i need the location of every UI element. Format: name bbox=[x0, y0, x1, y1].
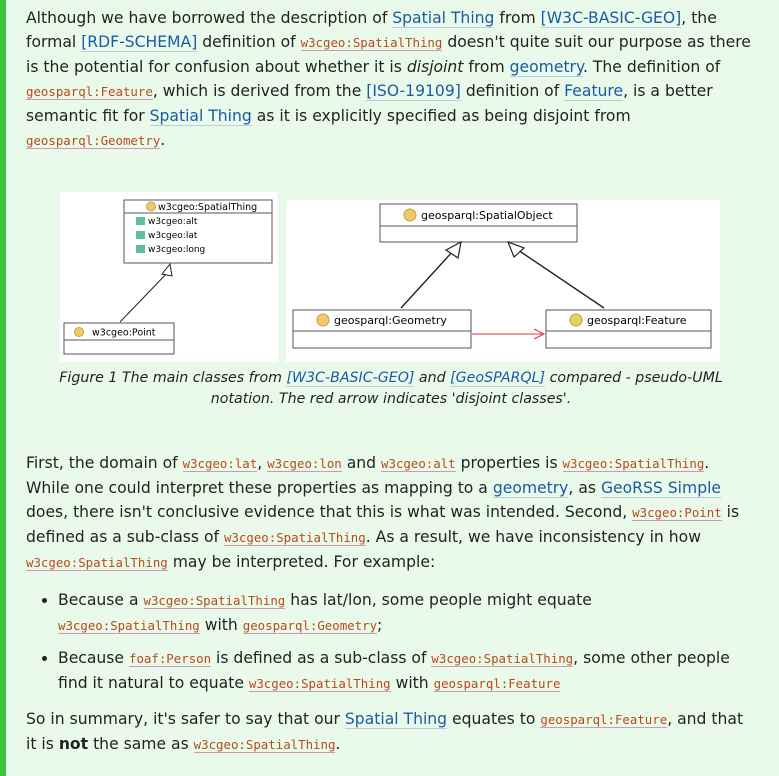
spatial-object-label: geosparql:SpatialObject bbox=[421, 209, 553, 222]
text: with bbox=[199, 616, 243, 634]
text: , which is derived from the bbox=[152, 82, 367, 100]
code-lat: w3cgeo:lat bbox=[182, 456, 258, 471]
text: as it is explicitly specified as being disjoint from bbox=[251, 107, 631, 125]
link-w3c-basic-geo[interactable]: [W3C-BASIC-GEO] bbox=[540, 9, 682, 27]
caption-link-geosparql[interactable]: [GeoSPARQL] bbox=[450, 370, 546, 386]
code-geosparql-feature: geosparql:Feature bbox=[433, 676, 561, 691]
left-accent-bar bbox=[0, 0, 6, 776]
spatial-thing-label: w3cgeo:SpatialThing bbox=[158, 202, 258, 213]
text: So in summary, it's safer to say that our bbox=[26, 710, 345, 728]
text: , and that it is bbox=[26, 710, 744, 753]
code-alt: w3cgeo:alt bbox=[381, 456, 456, 471]
inheritance-arrowhead bbox=[508, 242, 524, 257]
attr-alt: w3cgeo:alt bbox=[148, 217, 198, 227]
figure-caption bbox=[26, 368, 756, 410]
class-icon bbox=[75, 328, 84, 337]
code-spatial-thing: w3cgeo:SpatialThing bbox=[562, 456, 705, 471]
text: , as bbox=[568, 479, 601, 497]
class-icon bbox=[570, 314, 582, 326]
text: the same as bbox=[88, 735, 194, 753]
code-spatial-thing: w3cgeo:SpatialThing bbox=[58, 618, 200, 633]
code-spatial-thing: w3cgeo:SpatialThing bbox=[300, 35, 443, 50]
code-spatial-thing: w3cgeo:SpatialThing bbox=[143, 593, 286, 608]
code-geosparql-geometry: geosparql:Geometry bbox=[26, 133, 161, 148]
text: Because a bbox=[58, 591, 144, 609]
text: equates to bbox=[447, 710, 541, 728]
text: , some other people find it natural to equate bbox=[58, 649, 730, 692]
examples-list bbox=[26, 588, 756, 704]
code-spatial-thing: w3cgeo:SpatialThing bbox=[431, 651, 574, 666]
class-icon bbox=[404, 209, 416, 221]
attr-lat: w3cgeo:lat bbox=[148, 231, 198, 241]
text: First, the domain of bbox=[26, 454, 183, 472]
attr-long: w3cgeo:long bbox=[148, 245, 206, 255]
text: doesn't quite suit our purpose as there is the potential for confusion about whether it is bbox=[26, 33, 751, 76]
point-label: w3cgeo:Point bbox=[92, 327, 156, 339]
code-spatial-thing: w3cgeo:SpatialThing bbox=[26, 555, 168, 570]
text: , the formal bbox=[26, 9, 717, 51]
link-spatial-thing-2[interactable]: Spatial Thing bbox=[149, 107, 252, 125]
text: has lat/lon, some people might equate bbox=[285, 591, 592, 609]
text: compared - pseudo-UML notation. The red arrow indicates 'disjoint classes'. bbox=[210, 370, 723, 407]
inheritance-line-geometry bbox=[401, 250, 454, 308]
class-icon bbox=[317, 314, 329, 326]
text: , is a better semantic fit for bbox=[26, 82, 713, 125]
inheritance-arrowhead bbox=[162, 264, 172, 276]
link-geometry[interactable]: geometry bbox=[492, 479, 569, 497]
caption-link-w3c[interactable]: [W3C-BASIC-GEO] bbox=[286, 370, 415, 386]
text: with bbox=[390, 674, 434, 692]
code-point: w3cgeo:Point bbox=[632, 505, 722, 520]
code-spatial-thing: w3cgeo:SpatialThing bbox=[248, 676, 391, 691]
text: Although we have borrowed the description of bbox=[26, 9, 393, 27]
link-feature[interactable]: Feature bbox=[564, 82, 624, 100]
list-item bbox=[58, 646, 756, 696]
text: . bbox=[335, 735, 341, 753]
text: properties is bbox=[455, 454, 563, 472]
link-georss-simple[interactable]: GeoRSS Simple bbox=[600, 479, 722, 497]
text: , bbox=[257, 454, 268, 472]
text: definition of bbox=[197, 33, 301, 51]
figure-left-panel bbox=[60, 192, 278, 362]
text: does, there isn't conclusive evidence that this is what was intended. Second, bbox=[26, 503, 633, 521]
text: is defined as a sub-class of bbox=[26, 503, 740, 546]
link-iso-19109[interactable]: [ISO-19109] bbox=[366, 82, 461, 100]
code-geosparql-geometry: geosparql:Geometry bbox=[242, 618, 378, 633]
text: and bbox=[341, 454, 382, 472]
list-item bbox=[58, 588, 756, 638]
inheritance-line-feature bbox=[518, 250, 604, 308]
text: and bbox=[414, 370, 451, 386]
inheritance-line bbox=[120, 270, 170, 322]
text: . As a result, we have inconsistency in how bbox=[365, 528, 701, 546]
w3c-diagram bbox=[60, 192, 278, 362]
geometry-label: geosparql:Geometry bbox=[334, 314, 447, 327]
text: . bbox=[160, 131, 166, 149]
text: Because bbox=[58, 649, 129, 667]
summary-paragraph bbox=[26, 707, 756, 757]
emphasis-disjoint: disjoint bbox=[406, 58, 464, 76]
text: . While one could interpret these properties as mapping to a bbox=[26, 454, 710, 497]
uml-figure bbox=[60, 192, 720, 362]
code-spatial-thing: w3cgeo:SpatialThing bbox=[193, 737, 336, 752]
code-spatial-thing: w3cgeo:SpatialThing bbox=[223, 530, 366, 545]
text: from bbox=[494, 9, 541, 27]
figure-right-panel bbox=[286, 200, 720, 362]
link-spatial-thing[interactable]: Spatial Thing bbox=[392, 9, 495, 27]
attribute-icon bbox=[136, 231, 145, 239]
text: may be interpreted. For example: bbox=[167, 553, 436, 571]
attribute-icon bbox=[136, 217, 145, 225]
link-rdf-schema[interactable]: [RDF-SCHEMA] bbox=[81, 33, 198, 51]
text: ; bbox=[377, 616, 383, 634]
intro-paragraph bbox=[26, 6, 756, 153]
strong-not: not bbox=[58, 735, 89, 753]
second-paragraph bbox=[26, 451, 756, 575]
feature-label: geosparql:Feature bbox=[587, 314, 687, 327]
text: definition of bbox=[460, 82, 565, 100]
code-geosparql-feature: geosparql:Feature bbox=[26, 84, 153, 99]
text: is defined as a sub-class of bbox=[211, 649, 432, 667]
class-icon bbox=[147, 202, 156, 211]
link-spatial-thing[interactable]: Spatial Thing bbox=[344, 710, 448, 728]
code-foaf-person: foaf:Person bbox=[128, 651, 212, 666]
code-lon: w3cgeo:lon bbox=[267, 456, 342, 471]
geosparql-diagram bbox=[286, 200, 720, 362]
attribute-icon bbox=[136, 245, 145, 253]
text: from bbox=[463, 58, 510, 76]
code-geosparql-feature: geosparql:Feature bbox=[540, 712, 668, 727]
text: . The definition of bbox=[582, 58, 721, 76]
link-geometry[interactable]: geometry bbox=[509, 58, 583, 76]
text: Figure 1 The main classes from bbox=[59, 370, 287, 386]
